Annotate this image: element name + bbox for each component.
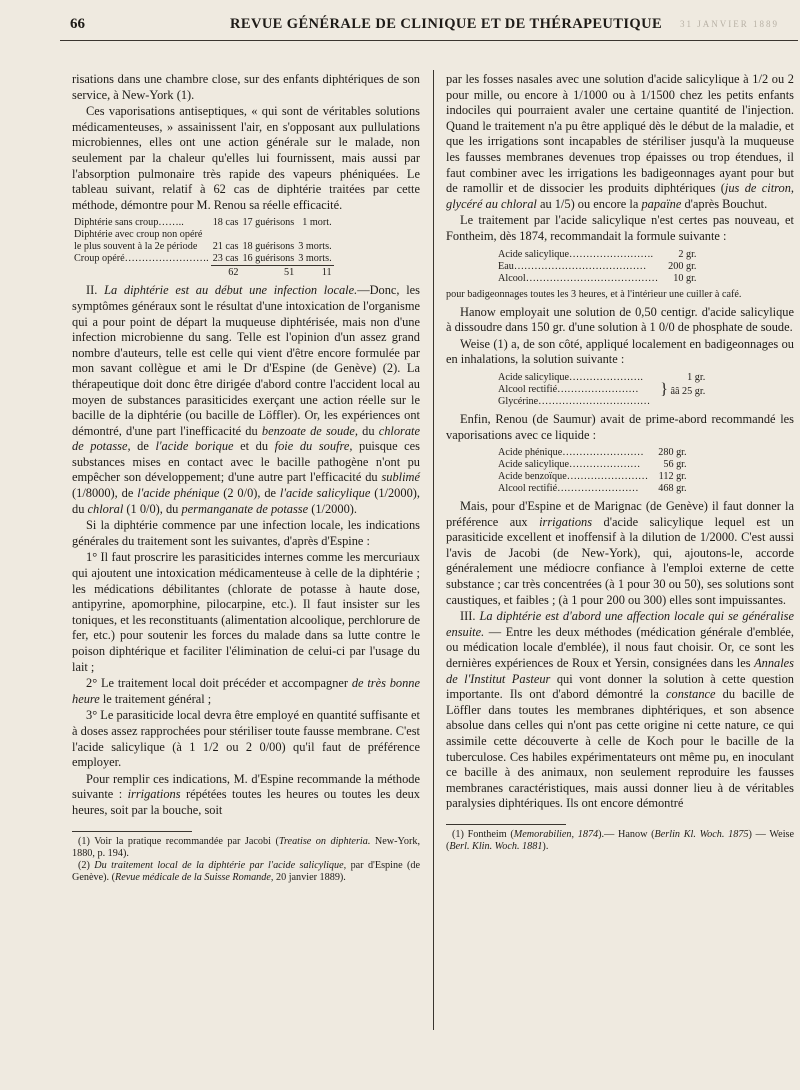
table-row bbox=[496, 261, 698, 273]
table-row bbox=[496, 447, 689, 459]
deaths-cell: 3 morts. bbox=[298, 253, 332, 265]
paragraph: Si la diphtérie commence par une infection locale, les indications générales du traitement sont les suivantes, d'après d'Espine : bbox=[72, 518, 420, 548]
paragraph: Hanow employait une solution de 0,50 centigr. d'acide salicylique à dissoudre dans 150 gr. d'une solution à 1 0/0 de phosphate de soude. bbox=[446, 304, 794, 335]
ingredient: Acide salicylique……………………. bbox=[498, 248, 654, 260]
table-row bbox=[72, 253, 334, 266]
ingredient: Acide salicylique…………………. bbox=[498, 371, 643, 383]
formula-table bbox=[496, 372, 707, 408]
paragraph: 1° Il faut proscrire les parasiticides internes comme les mercuriaux qui ajoutent une intoxication médicamenteuse à celle de la diphtérie ; les médications débilitantes (chlorate de potasse à haute dose, antipyrine, apomorphine, pilocarpine, etc.). Il faut insister sur les toniques, et les reconstituants (alimentation alcoolique, perchlorure de fer, etc.) pour soutenir les forces du malade dans sa lutte contre le poison diphtérique et faciliter l'élimination de celui-ci par l'usage du lait ; bbox=[72, 550, 420, 674]
page-header bbox=[60, 14, 790, 38]
ingredient: Eau………………………………… bbox=[498, 260, 647, 272]
paragraph: 3° Le parasiticide local devra être employé en quantité suffisante et à doses assez rapprochées pour stériliser toute fausse membrane. C'est l'acide salicylique (à 1 1/2 ou 2 0/00) qu'il faut de préférence employer. bbox=[72, 708, 420, 770]
column-divider bbox=[433, 70, 434, 1030]
quantity: 2 gr. bbox=[678, 248, 697, 260]
ingredient: Acide benzoïque…………………… bbox=[498, 471, 649, 483]
table-row bbox=[496, 372, 707, 384]
healed-cell: 17 guérisons bbox=[242, 217, 295, 229]
section-title: La diphtérie est au début une infection locale. bbox=[104, 283, 358, 298]
totals-row bbox=[72, 266, 334, 280]
ingredient: Alcool rectifié…………………… bbox=[498, 483, 639, 495]
table-row bbox=[496, 471, 689, 483]
total-healed: 51 bbox=[240, 266, 296, 280]
header-rule bbox=[60, 40, 798, 41]
section-number: III. bbox=[460, 609, 476, 624]
paragraph: 2° Le traitement local doit précéder et accompagner de très bonne heure le traitement général ; bbox=[72, 676, 420, 706]
table-row bbox=[72, 229, 334, 241]
quantity: 10 gr. bbox=[673, 272, 697, 284]
row-label: le plus souvent à la 2e période bbox=[74, 241, 198, 253]
paragraph: Weise (1) a, de son côté, appliqué localement en badigeonnages ou en inhalations, la solution suivante : bbox=[446, 336, 794, 367]
right-column bbox=[446, 72, 794, 853]
cases-cell: 18 cas bbox=[212, 217, 239, 229]
page-number: 66 bbox=[70, 16, 85, 32]
table-row bbox=[496, 483, 689, 495]
quantity: 112 gr. bbox=[658, 471, 687, 483]
table-row bbox=[72, 217, 334, 229]
table-row bbox=[496, 249, 698, 261]
paragraph: Ces vaporisations antiseptiques, « qui sont de véritables solutions médicamenteuses, » assainissent l'air, en s'opposant aux pullulations microbiennes, elles ont une action générale sur le malade, non seulement par la chaleur qu'elles lui fournissent, mais aussi par l'absorption pulmonaire très rapide des vapeurs phéniquées. Le tableau suivant, relatif à 62 cas de diphtérie traitées par cette méthode, démontre pour M. Renou sa réelle efficacité. bbox=[72, 104, 420, 212]
formula-table bbox=[496, 447, 689, 495]
brace-quantity: } ââ 25 gr. bbox=[660, 380, 706, 398]
deaths-cell: 3 morts. bbox=[298, 241, 332, 253]
left-column bbox=[72, 72, 420, 884]
ingredient: Glycérine…………………………… bbox=[498, 395, 651, 407]
paragraph: risations dans une chambre close, sur des enfants diphtériques de son service, à New-York (1). bbox=[72, 72, 420, 102]
footnote-rule bbox=[446, 824, 566, 825]
table-row bbox=[496, 459, 689, 471]
healed-cell: 16 guérisons bbox=[242, 253, 295, 265]
paragraph: Enfin, Renou (de Saumur) avait de prime-abord recommandé les vaporisations avec ce liquide : bbox=[446, 411, 794, 442]
cases-cell: 21 cas bbox=[212, 241, 239, 253]
ingredient: Acide phénique…………………… bbox=[498, 447, 644, 459]
quantity: 200 gr. bbox=[668, 260, 697, 272]
paragraph: Mais, pour d'Espine et de Marignac (de Genève) il faut donner la préférence aux irrigations d'acide salicylique lequel est un parasiticide excellent et inoffensif à la dilution de 1/2000. C'est aussi l'avis de Jacobi (de New-York), qui, ajoutons-le, accorde généralement une médiocre confiance à l'emploi externe de cette substance ; car très concentrées (à 1 pour 30 ou 50), ses solutions sont caustiques, et faibles ; (à 1 pour 200 ou 300) elles sont impuissantes. bbox=[446, 499, 794, 607]
quantity: 280 gr. bbox=[658, 447, 687, 459]
table-row bbox=[496, 384, 707, 396]
section-number: II. bbox=[86, 283, 98, 298]
cases-cell: 23 cas bbox=[212, 253, 239, 265]
quantity: 56 gr. bbox=[663, 459, 687, 471]
paragraph: Le traitement par l'acide salicylique n'est certes pas nouveau, et Fontheim, dès 1874, recommandait la formule suivante : bbox=[446, 213, 794, 243]
section-three: III. La diphtérie est d'abord une affection locale qui se généralise ensuite. — Entre les deux méthodes (médication générale d'emblée, ou médication locale d'emblée), il nous faut choisir. Or, ce sont les dernières expériences de Roux et Yersin, consignées dans les Annales de l'Institut Pasteur qui vont donner la solution à cette question importante. Ils ont d'abord démontré la constance du bacille de Löffler dans toutes les membranes diphtériques, et son absence absolue dans celles qui n'ont pas cette origine ni cette nature, ce qui assimile cette découverte à celle de Koch pour le bacille de la tuberculose. Ces habiles expérimentateurs ont même pu, en inoculant ce bacille à des animaux, non seulement reproduire les fausses membranes caractéristiques, mais aussi donner lieu à de véritables paralysies diphtériques. Ils ont encore démontré bbox=[446, 609, 795, 811]
ingredient: Acide salicylique………………… bbox=[498, 459, 641, 471]
row-label: Croup opéré……………………. bbox=[74, 253, 209, 265]
footnote: (1) Fontheim (Memorabilien, 1874).— Hanow (Berlin Kl. Woch. 1875) — Weise (Berl. Klin. Woch. 1881). bbox=[446, 828, 795, 853]
total-cases: 62 bbox=[211, 266, 241, 280]
footnote: (2) Du traitement local de la diphtérie par l'acide salicylique, par d'Espine (de Genève). (Revue médicale de la Suisse Romande, 20 janvier 1889). bbox=[72, 859, 420, 884]
bleed-through-text: 31 JANVIER 1889 bbox=[680, 19, 779, 29]
table-row bbox=[496, 273, 698, 285]
running-title: REVUE GÉNÉRALE DE CLINIQUE ET DE THÉRAPEUTIQUE bbox=[230, 16, 663, 32]
footnote-rule bbox=[72, 831, 192, 832]
brace-icon: } bbox=[660, 380, 668, 398]
total-deaths: 11 bbox=[296, 266, 333, 280]
quantity: 468 gr. bbox=[658, 483, 687, 495]
ingredient: Alcool rectifié…………………… bbox=[498, 383, 639, 395]
row-label: Diphtérie avec croup non opéré bbox=[74, 229, 203, 241]
ingredient: Alcool………………………………… bbox=[498, 272, 659, 284]
paragraph: par les fosses nasales avec une solution d'acide salicylique à 1/2 ou 2 pour mille, ou encore à 1/1000 ou à 1/1500 chez les petits enfants indociles qui pourraient avaler une certaine quantité de l'injection. Quand le traitement n'a pu être appliqué dès le début de la maladie, et que les irrigations sont incapables de stériliser jusqu'à la muqueuse les fausses membranes devenues trop épaisses ou trop étendues, il faut combiner avec les irrigations les badigeonnages ayant pour but de ramollir et de dissocier les produits diphtériques (jus de citron, glycéré au chloral au 1/5) ou encore la papaïne d'après Bouchut. bbox=[446, 72, 794, 211]
row-label: Diphtérie sans croup…….. bbox=[74, 217, 184, 229]
section-two: II. La diphtérie est au début une infection locale.—Donc, les symptômes généraux sont le résultat d'une intoxication de l'organisme qui a pour point de départ la muqueuse diphtérisée, mais non d'une infection microbienne du sang. Telle est l'opinion d'un assez grand nombre d'auteurs, telle est celle qui vient d'être encore formulée par mon savant collègue et ami le Dr d'Espine (de Genève) (2). La thérapeutique doit donc être dirigée d'abord contre l'accident local au moyen de substances parasiticides exerçant une action réelle sur le bacille de la diphtérie (ou bacille de Löffler). Or, les expériences ont démontré, d'une part l'inefficacité du benzoate de soude, du chlorate de potasse, de l'acide borique et du foie du soufre, puisque ces substances mises en contact avec le bacille pathogène n'ont pu empêcher son développement; d'une autre part l'efficacité du sublimé (1/8000), de l'acide phénique (2 0/0), de l'acide salicylique (1/2000), du chloral (1 0/0), du permanganate de potasse (1/2000). bbox=[72, 283, 420, 516]
table-row bbox=[72, 241, 334, 253]
quantity: 1 gr. bbox=[687, 371, 706, 383]
results-table bbox=[72, 217, 334, 279]
formula-note: pour badigeonnages toutes les 3 heures, et à l'intérieur une cuiller à café. bbox=[446, 288, 742, 300]
section-title: La diphtérie est d'abord une affection locale qui se généralise ensuite. bbox=[446, 609, 794, 639]
deaths-cell: 1 mort. bbox=[302, 217, 332, 229]
healed-cell: 18 guérisons bbox=[242, 241, 295, 253]
footnote: (1) Voir la pratique recommandée par Jacobi (Treatise on diphteria. New-York, 1880, p. 194). bbox=[72, 835, 420, 859]
paragraph: Pour remplir ces indications, M. d'Espine recommande la méthode suivante : irrigations répétées toutes les heures ou toutes les deux heures, soit par la bouche, soit bbox=[72, 771, 420, 817]
formula-table bbox=[496, 249, 698, 285]
